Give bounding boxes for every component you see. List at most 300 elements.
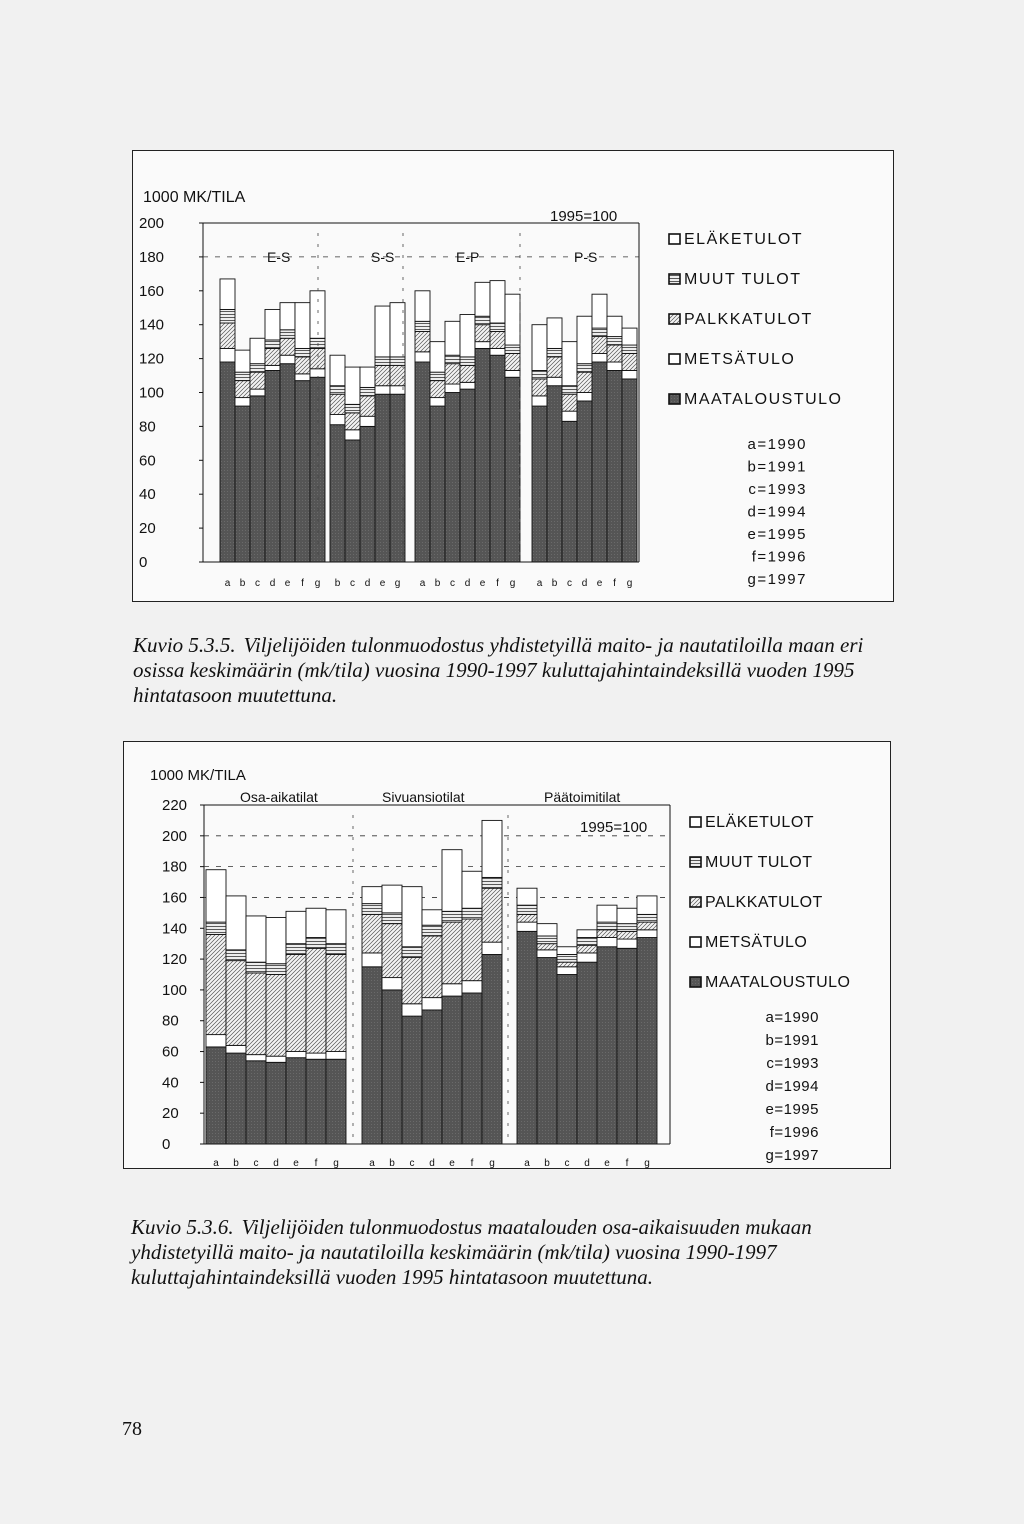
bar-segment-palkkatulot (537, 944, 557, 950)
bar-segment-muut tulot (460, 357, 475, 365)
bar-segment-maataloustulo (577, 962, 597, 1144)
bar-segment-eläketulot (226, 896, 246, 950)
x-category-label: e (449, 1158, 455, 1168)
bar-segment-metsätulo (306, 1053, 326, 1059)
bar-segment-eläketulot (362, 887, 382, 904)
year-key-label: e=1995 (765, 1101, 819, 1118)
bar-segment-metsätulo (266, 1056, 286, 1062)
bar-segment-metsätulo (592, 354, 607, 362)
bar-segment-eläketulot (326, 910, 346, 944)
bar-segment-metsätulo (326, 1052, 346, 1060)
bar-segment-metsätulo (415, 352, 430, 362)
bar-segment-metsätulo (360, 416, 375, 426)
bar-segment-eläketulot (622, 328, 637, 345)
bar-segment-eläketulot (345, 367, 360, 404)
bar-segment-muut tulot (382, 913, 402, 924)
y-tick-label: 100 (139, 384, 165, 402)
bar-segment-eläketulot (286, 911, 306, 943)
bar-segment-muut tulot (622, 345, 637, 353)
bar-segment-palkkatulot (422, 936, 442, 998)
x-category-label: a (224, 578, 231, 589)
bar-segment-palkkatulot (592, 337, 607, 354)
bar-segment-muut tulot (490, 323, 505, 331)
bar-segment-eläketulot (562, 342, 577, 386)
bar-segment-muut tulot (326, 944, 346, 955)
x-category-label: a (369, 1158, 375, 1168)
bar-segment-eläketulot (266, 917, 286, 963)
year-key-label: d=1994 (765, 1078, 819, 1095)
bar-segment-metsätulo (235, 398, 250, 406)
year-key-label: e=1995 (747, 526, 807, 543)
bar-segment-maataloustulo (557, 975, 577, 1145)
y-tick-label: 200 (139, 215, 165, 232)
bar-segment-muut tulot (445, 355, 460, 363)
bar-segment-maataloustulo (266, 1062, 286, 1144)
bar-segment-muut tulot (266, 964, 286, 975)
bar-segment-maataloustulo (286, 1058, 306, 1144)
bar-segment-palkkatulot (460, 365, 475, 382)
bar-segment-eläketulot (330, 355, 345, 386)
x-category-label: g (314, 578, 321, 589)
bar-segment-maataloustulo (415, 362, 430, 562)
x-category-label: d (364, 578, 371, 589)
bar-segment-metsätulo (517, 922, 537, 931)
bar-segment-palkkatulot (482, 888, 502, 942)
bar-segment-metsätulo (562, 411, 577, 421)
x-category-label: a (524, 1158, 530, 1168)
bar-segment-metsätulo (246, 1055, 266, 1061)
bar-segment-eläketulot (617, 908, 637, 923)
bar-segment-palkkatulot (286, 954, 306, 1051)
y-axis-unit-label: 1000 MK/TILA (143, 189, 246, 206)
y-tick-label: 160 (139, 282, 165, 300)
bar-segment-palkkatulot (345, 413, 360, 430)
x-category-label: c (253, 1158, 259, 1168)
bar-segment-eläketulot (517, 888, 537, 905)
figure-1-chart (132, 150, 894, 602)
bar-segment-maataloustulo (375, 394, 390, 562)
bar-segment-maataloustulo (517, 931, 537, 1144)
y-tick-label: 60 (139, 452, 156, 470)
bar-segment-eläketulot (557, 947, 577, 955)
bar-segment-palkkatulot (390, 365, 405, 385)
legend-swatch (669, 234, 680, 244)
bar-segment-maataloustulo (422, 1010, 442, 1144)
x-category-label: f (301, 578, 304, 589)
x-category-label: c (350, 578, 355, 589)
bar-segment-palkkatulot (295, 357, 310, 374)
y-tick-label: 40 (162, 1074, 179, 1092)
bar-segment-maataloustulo (306, 1059, 326, 1144)
x-category-label: e (604, 1158, 610, 1168)
bar-segment-maataloustulo (577, 401, 592, 562)
group-label: Osa-aikatilat (240, 789, 318, 805)
legend-label: ELÄKETULOT (684, 231, 804, 248)
x-category-label: g (394, 578, 401, 589)
bar-segment-palkkatulot (266, 975, 286, 1057)
year-key-label: c=1993 (748, 481, 807, 498)
x-category-label: b (434, 578, 441, 589)
x-category-label: e (479, 578, 486, 589)
x-category-label: e (284, 578, 291, 589)
bar-segment-metsätulo (475, 342, 490, 349)
bar-segment-eläketulot (592, 294, 607, 328)
x-category-label: f (625, 1158, 629, 1168)
bar-segment-palkkatulot (445, 364, 460, 384)
bar-segment-palkkatulot (375, 365, 390, 385)
bar-segment-palkkatulot (637, 922, 657, 930)
bar-segment-palkkatulot (330, 394, 345, 414)
group-label: Sivuansiotilat (382, 789, 465, 805)
legend-label: ELÄKETULOT (705, 814, 815, 831)
x-category-label: f (470, 1158, 474, 1168)
bar-segment-eläketulot (430, 342, 445, 373)
x-category-label: a (419, 578, 426, 589)
figure-1-svg (133, 151, 893, 601)
bar-segment-metsätulo (637, 930, 657, 938)
bar-segment-metsätulo (375, 386, 390, 394)
year-key-label: g=1997 (765, 1147, 819, 1164)
y-tick-label: 180 (139, 248, 165, 266)
bar-segment-muut tulot (577, 938, 597, 946)
bar-segment-eläketulot (577, 930, 597, 938)
bar-segment-muut tulot (577, 364, 592, 372)
bar-segment-metsätulo (265, 365, 280, 370)
x-category-label: g (644, 1158, 650, 1168)
bar-segment-muut tulot (415, 321, 430, 331)
bar-segment-metsätulo (445, 384, 460, 392)
bar-segment-maataloustulo (475, 348, 490, 562)
x-category-label: b (239, 578, 246, 589)
x-category-label: b (233, 1158, 239, 1168)
bar-segment-eläketulot (235, 350, 250, 372)
bar-segment-maataloustulo (637, 938, 657, 1144)
x-category-label: d (584, 1158, 590, 1168)
bar-segment-eläketulot (246, 916, 266, 962)
x-category-label: f (496, 578, 499, 589)
bar-segment-palkkatulot (577, 945, 597, 953)
x-category-label: a (536, 578, 543, 589)
bar-segment-palkkatulot (490, 331, 505, 348)
bar-segment-palkkatulot (310, 348, 325, 368)
bar-segment-eläketulot (295, 303, 310, 349)
bar-segment-maataloustulo (490, 355, 505, 562)
bar-segment-metsätulo (206, 1035, 226, 1047)
bar-segment-eläketulot (532, 325, 547, 371)
bar-segment-maataloustulo (265, 370, 280, 562)
bar-segment-muut tulot (505, 345, 520, 353)
bar-segment-maataloustulo (445, 393, 460, 563)
y-tick-label: 140 (162, 920, 188, 938)
y-tick-label: 100 (162, 981, 188, 999)
bar-segment-metsätulo (532, 396, 547, 406)
bar-segment-muut tulot (475, 316, 490, 324)
x-category-label: d (429, 1158, 435, 1168)
x-category-label: g (626, 578, 633, 589)
bar-segment-palkkatulot (265, 348, 280, 365)
bar-segment-metsätulo (295, 374, 310, 381)
y-tick-label: 20 (162, 1105, 179, 1123)
legend-swatch (669, 274, 680, 284)
x-category-label: e (596, 578, 603, 589)
year-key-label: g=1997 (747, 571, 807, 588)
bar-segment-eläketulot (607, 316, 622, 336)
figure-1-caption (133, 633, 893, 708)
bar-segment-eläketulot (505, 294, 520, 345)
legend-label: PALKKATULOT (705, 894, 823, 911)
legend-swatch (690, 977, 701, 987)
bar-segment-metsätulo (310, 369, 325, 377)
y-tick-label: 80 (162, 1012, 179, 1030)
year-key-label: d=1994 (747, 503, 807, 521)
bar-segment-palkkatulot (622, 354, 637, 371)
bar-segment-metsätulo (330, 415, 345, 425)
y-tick-label: 0 (162, 1136, 171, 1153)
y-tick-label: 40 (139, 486, 156, 504)
year-key-label: b=1991 (765, 1032, 819, 1049)
bar-segment-palkkatulot (617, 931, 637, 939)
bar-segment-metsätulo (382, 978, 402, 990)
legend-label: MUUT TULOT (705, 854, 813, 871)
bar-segment-maataloustulo (430, 406, 445, 562)
figure-1-caption-text: Viljelijöiden tulonmuodostus yhdistetyillä maito- ja nautatiloilla maan eri osissa keskimäärin (mk/tila) vuosina 1990-1997 kuluttajahintaindeksillä vuoden 1995 hintatasoon muutettuna. (133, 633, 864, 707)
bar-segment-maataloustulo (562, 421, 577, 562)
bar-segment-muut tulot (592, 328, 607, 336)
x-category-label: c (255, 578, 260, 589)
year-key-label: b=1991 (747, 458, 807, 476)
y-tick-label: 60 (162, 1043, 179, 1061)
legend-label: MAATALOUSTULO (684, 391, 843, 408)
legend-label: METSÄTULO (684, 351, 796, 368)
bar-segment-metsätulo (622, 370, 637, 378)
bar-segment-eläketulot (265, 309, 280, 340)
bar-segment-eläketulot (375, 306, 390, 357)
y-tick-label: 220 (162, 797, 188, 814)
bar-segment-eläketulot (462, 871, 482, 908)
group-label: P-S (574, 249, 598, 265)
bar-segment-eläketulot (415, 291, 430, 322)
x-category-label: b (551, 578, 558, 589)
bar-segment-palkkatulot (235, 381, 250, 398)
bar-segment-muut tulot (422, 925, 442, 936)
legend-swatch (690, 937, 701, 947)
bar-segment-maataloustulo (310, 377, 325, 562)
bar-segment-metsätulo (250, 389, 265, 396)
bar-segment-muut tulot (557, 954, 577, 962)
bar-segment-eläketulot (490, 281, 505, 323)
bar-segment-maataloustulo (505, 377, 520, 562)
page-number: 78 (122, 1418, 142, 1440)
year-key-label: a=1990 (747, 436, 807, 453)
bar-segment-palkkatulot (462, 919, 482, 981)
x-category-label: d (464, 578, 471, 589)
bar-segment-eläketulot (206, 870, 226, 922)
bar-segment-maataloustulo (460, 389, 475, 562)
bar-segment-palkkatulot (557, 962, 577, 967)
bar-segment-maataloustulo (382, 990, 402, 1144)
bar-segment-muut tulot (637, 914, 657, 922)
bar-segment-muut tulot (562, 386, 577, 394)
year-key-label: c=1993 (766, 1055, 819, 1072)
group-label: E-P (456, 249, 480, 265)
bar-segment-maataloustulo (220, 362, 235, 562)
bar-segment-palkkatulot (362, 914, 382, 953)
bar-segment-metsätulo (280, 355, 295, 363)
x-category-label: g (333, 1158, 339, 1168)
bar-segment-maataloustulo (235, 406, 250, 562)
bar-segment-palkkatulot (475, 325, 490, 342)
bar-segment-maataloustulo (482, 954, 502, 1144)
bar-segment-palkkatulot (246, 973, 266, 1055)
bar-segment-eläketulot (637, 896, 657, 914)
figure-2-number: Kuvio 5.3.6. (131, 1215, 234, 1239)
bar-segment-muut tulot (330, 386, 345, 394)
bar-segment-palkkatulot (577, 372, 592, 392)
bar-segment-metsätulo (490, 348, 505, 355)
bar-segment-palkkatulot (430, 381, 445, 398)
bar-segment-eläketulot (597, 905, 617, 922)
bar-segment-eläketulot (360, 367, 375, 387)
bar-segment-palkkatulot (206, 934, 226, 1034)
bar-segment-metsätulo (345, 430, 360, 440)
bar-segment-metsätulo (557, 967, 577, 975)
y-tick-label: 180 (162, 858, 188, 876)
x-category-label: d (273, 1158, 279, 1168)
bar-segment-muut tulot (617, 924, 637, 932)
bar-segment-metsätulo (460, 382, 475, 389)
bar-segment-palkkatulot (415, 331, 430, 351)
legend-swatch (690, 897, 701, 907)
bar-segment-metsätulo (607, 362, 622, 370)
bar-segment-muut tulot (206, 922, 226, 934)
bar-segment-muut tulot (360, 387, 375, 395)
bar-segment-eläketulot (442, 850, 462, 912)
legend-label: MAATALOUSTULO (705, 974, 851, 991)
bar-segment-palkkatulot (517, 914, 537, 922)
bar-segment-palkkatulot (280, 338, 295, 355)
bar-segment-palkkatulot (226, 961, 246, 1046)
bar-segment-muut tulot (306, 938, 326, 949)
bar-segment-muut tulot (482, 877, 502, 888)
y-axis-unit-label: 1000 MK/TILA (150, 767, 246, 784)
bar-segment-muut tulot (246, 962, 266, 973)
bar-segment-palkkatulot (382, 924, 402, 978)
bar-segment-palkkatulot (597, 930, 617, 938)
bar-segment-palkkatulot (360, 396, 375, 416)
index-note: 1995=100 (550, 208, 618, 225)
x-category-label: e (293, 1158, 299, 1168)
x-category-label: f (314, 1158, 318, 1168)
bar-segment-maataloustulo (326, 1059, 346, 1144)
bar-segment-muut tulot (345, 404, 360, 412)
bar-segment-muut tulot (375, 357, 390, 365)
bar-segment-palkkatulot (220, 323, 235, 348)
bar-segment-metsätulo (505, 370, 520, 377)
bar-segment-maataloustulo (597, 947, 617, 1144)
group-label: E-S (267, 249, 291, 265)
bar-segment-maataloustulo (246, 1061, 266, 1144)
bar-segment-muut tulot (310, 338, 325, 348)
bar-segment-eläketulot (445, 321, 460, 355)
bar-segment-palkkatulot (505, 354, 520, 371)
x-category-label: g (489, 1158, 495, 1168)
bar-segment-metsätulo (617, 939, 637, 948)
x-category-label: d (581, 578, 588, 589)
figure-2-svg (124, 742, 890, 1168)
bar-segment-eläketulot (482, 820, 502, 877)
x-category-label: b (544, 1158, 550, 1168)
y-tick-label: 20 (139, 520, 156, 538)
x-category-label: c (567, 578, 572, 589)
bar-segment-muut tulot (295, 348, 310, 356)
bar-segment-metsätulo (402, 1004, 422, 1016)
bar-segment-metsätulo (537, 950, 557, 958)
bar-segment-maataloustulo (345, 440, 360, 562)
bar-segment-metsätulo (442, 984, 462, 996)
bar-segment-eläketulot (382, 885, 402, 913)
bar-segment-maataloustulo (206, 1047, 226, 1144)
bar-segment-maataloustulo (537, 958, 557, 1144)
bar-segment-maataloustulo (462, 993, 482, 1144)
bar-segment-eläketulot (537, 924, 557, 936)
bar-segment-eläketulot (250, 338, 265, 363)
bar-segment-eläketulot (306, 908, 326, 937)
bar-segment-eläketulot (310, 291, 325, 338)
x-category-label: c (564, 1158, 570, 1168)
x-category-label: a (213, 1158, 219, 1168)
bar-segment-maataloustulo (607, 370, 622, 562)
bar-segment-eläketulot (547, 318, 562, 349)
bar-segment-muut tulot (390, 357, 405, 365)
bar-segment-muut tulot (532, 370, 547, 378)
figure-2-chart (123, 741, 891, 1169)
bar-segment-muut tulot (286, 944, 306, 955)
legend-label: MUUT TULOT (684, 271, 802, 288)
bar-segment-muut tulot (362, 904, 382, 915)
bar-segment-muut tulot (402, 947, 422, 958)
bar-segment-muut tulot (597, 922, 617, 930)
bar-segment-maataloustulo (360, 426, 375, 562)
bar-segment-maataloustulo (390, 394, 405, 562)
bar-segment-eläketulot (475, 282, 490, 316)
legend-swatch (669, 394, 680, 404)
y-tick-label: 0 (139, 554, 148, 571)
bar-segment-maataloustulo (295, 381, 310, 562)
y-tick-label: 120 (162, 951, 188, 969)
bar-segment-eläketulot (422, 910, 442, 925)
bar-segment-metsätulo (220, 348, 235, 362)
bar-segment-metsätulo (362, 953, 382, 967)
y-tick-label: 120 (139, 350, 165, 368)
bar-segment-maataloustulo (442, 996, 462, 1144)
bar-segment-palkkatulot (306, 948, 326, 1053)
bar-segment-maataloustulo (280, 364, 295, 562)
legend-label: METSÄTULO (705, 934, 808, 951)
bar-segment-maataloustulo (402, 1016, 422, 1144)
bar-segment-muut tulot (517, 905, 537, 914)
bar-segment-muut tulot (280, 330, 295, 338)
year-key-label: f=1996 (769, 1124, 819, 1141)
legend-swatch (690, 817, 701, 827)
bar-segment-metsätulo (226, 1045, 246, 1053)
bar-segment-metsätulo (547, 377, 562, 385)
x-category-label: b (389, 1158, 395, 1168)
x-category-label: g (509, 578, 516, 589)
bar-segment-muut tulot (537, 936, 557, 944)
bar-segment-maataloustulo (330, 425, 345, 562)
legend-swatch (669, 314, 680, 324)
bar-segment-muut tulot (226, 950, 246, 961)
